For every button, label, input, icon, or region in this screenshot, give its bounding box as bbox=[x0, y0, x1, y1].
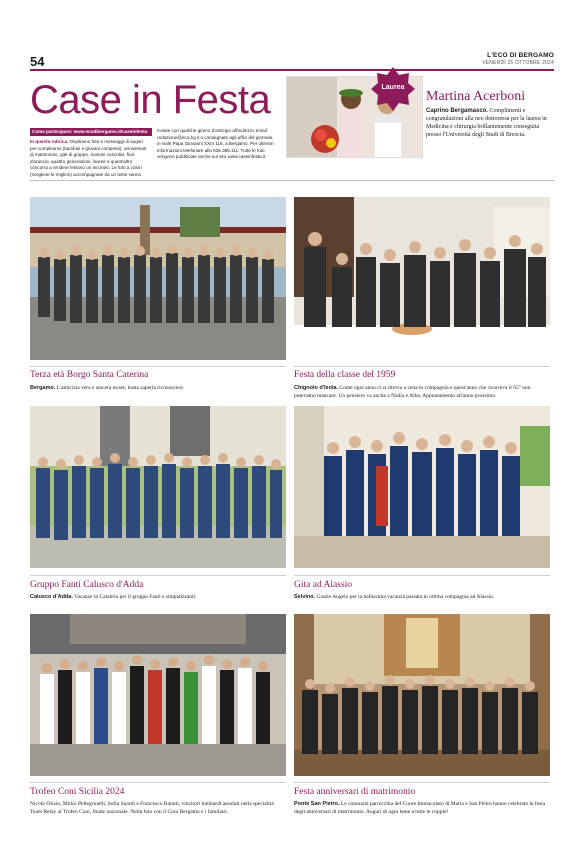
header-rule bbox=[30, 69, 554, 71]
article-text-3 bbox=[30, 594, 286, 602]
divider-3 bbox=[30, 575, 286, 576]
feature-text bbox=[426, 107, 552, 139]
intro-left-column bbox=[30, 139, 148, 179]
photo-trofeo-coni bbox=[30, 614, 286, 776]
feature-body: Complimenti e congratulazioni alla neo dottoressa per la laurea in Medicina e chirurgia brillantemente conseguita presso l'Università degli Studi di Brescia. bbox=[426, 108, 547, 138]
publication-date: VENERDÌ 25 OTTOBRE 2024 bbox=[482, 60, 554, 66]
feature-divider bbox=[30, 180, 554, 181]
article-body-1: L'amicizia vera e sincera esiste, basta saperla riconoscere. bbox=[55, 385, 185, 391]
feature-place: Caprino Bergamasco. bbox=[426, 108, 489, 114]
article-place-3: Calusco d'Adda. bbox=[30, 594, 73, 600]
article-body-3: Vacanze in Calabria per il gruppo Fanti e simpatizzanti. bbox=[72, 594, 197, 600]
masthead bbox=[482, 52, 554, 66]
article-title-4: Gita ad Alassio bbox=[294, 580, 353, 590]
divider-1 bbox=[30, 366, 286, 367]
intro-lead: In questa rubrica. bbox=[30, 139, 69, 144]
article-text-1 bbox=[30, 385, 286, 393]
article-body-5: Nicolò Orisio, Mirko Pellegrinelli, Sofia Suardi e Francesco Baratti, vincitori lombardi assoluti nella specialità Team Relay al Trofeo Coni, finale nazionale. Nella foto con il Coni Bergamo e i familiari. bbox=[30, 801, 274, 815]
article-title-5: Trofeo Coni Sicilia 2024 bbox=[30, 787, 125, 797]
article-text-5 bbox=[30, 801, 286, 816]
article-title-6: Festa anniversari di matrimonio bbox=[294, 787, 416, 797]
feature-name: Martina Acerboni bbox=[426, 89, 526, 104]
divider-5 bbox=[30, 782, 286, 783]
article-title-2: Festa della classe del 1959 bbox=[294, 370, 396, 380]
article-text-6 bbox=[294, 801, 550, 816]
divider-2 bbox=[294, 366, 550, 367]
publication-name: L'ECO DI BERGAMO bbox=[487, 52, 554, 59]
photo-anniversari bbox=[294, 614, 550, 776]
section-title: Case in Festa bbox=[30, 78, 271, 122]
photo-gruppo-fanti bbox=[30, 406, 286, 568]
intro-left-text: Ospitiamo foto e messaggi di auguri per compleanni (bambini e giovani compresi), anniversari di matrimonio, gite di gruppo, riunioni coscritivi, fiori d'arancio, quattro generazioni, lauree e quant'altro concorra a rendere festoso un incontro. Le foto a colori (scegliete le migliori) accompagnate da un testo vanno bbox=[30, 139, 147, 177]
article-title-3: Gruppo Fanti Calusco d'Adda bbox=[30, 580, 144, 590]
article-place-1: Bergamo. bbox=[30, 385, 56, 391]
article-place-4: Selvino. bbox=[294, 594, 316, 600]
intro-right-text: inviate con qualche giorno d'anticipo all'indirizzo email: redazione@eco.bg.it o consegnate agli uffici del giornale, in viale Papa Giovanni XXIII 118, a Bergamo. Per ulteriori informazioni telefonare allo 035.386.111. Tutte le foto vengono pubblicate anche sul sito www.caseinfesta.it bbox=[157, 128, 274, 160]
article-place-6: Ponte San Pietro. bbox=[294, 801, 340, 807]
article-body-6: Le comunità parrocchia del Cuore Immacolato di Maria e San Pietro hanno celebrato la festa degli anniversari di matrimonio. Auguri di ogni bene a tutte le coppie! bbox=[294, 801, 546, 815]
article-text-2 bbox=[294, 385, 550, 400]
article-body-4: Grazie Angelo per la bellissima vacanza passata in ottima compagnia ad Alassio. bbox=[315, 594, 495, 600]
photo-classe-1959 bbox=[294, 197, 550, 360]
article-title-1: Terza età Borgo Santa Caterina bbox=[30, 370, 149, 380]
article-body-2: Come ogni anno ci si ritrova a cena in compagnia e quest'anno che ricorreva il 65° non potevamo mancare. Un pensiero va anche a Nadia e Alba. Appuntamento all'anno prossimo. bbox=[294, 385, 531, 399]
page-number: 54 bbox=[30, 54, 45, 69]
laurea-badge bbox=[370, 66, 416, 112]
divider-4 bbox=[294, 575, 550, 576]
divider-6 bbox=[294, 782, 550, 783]
article-place-2: Chignolo d'Isola. bbox=[294, 385, 339, 391]
photo-gita-alassio bbox=[294, 406, 550, 568]
photo-terza-eta bbox=[30, 197, 286, 360]
article-text-4 bbox=[294, 594, 550, 602]
participate-link[interactable]: Come partecipare: www.ecodibergamo.it/caseinfesta bbox=[30, 128, 152, 136]
laurea-badge-label: Laurea bbox=[381, 84, 405, 91]
